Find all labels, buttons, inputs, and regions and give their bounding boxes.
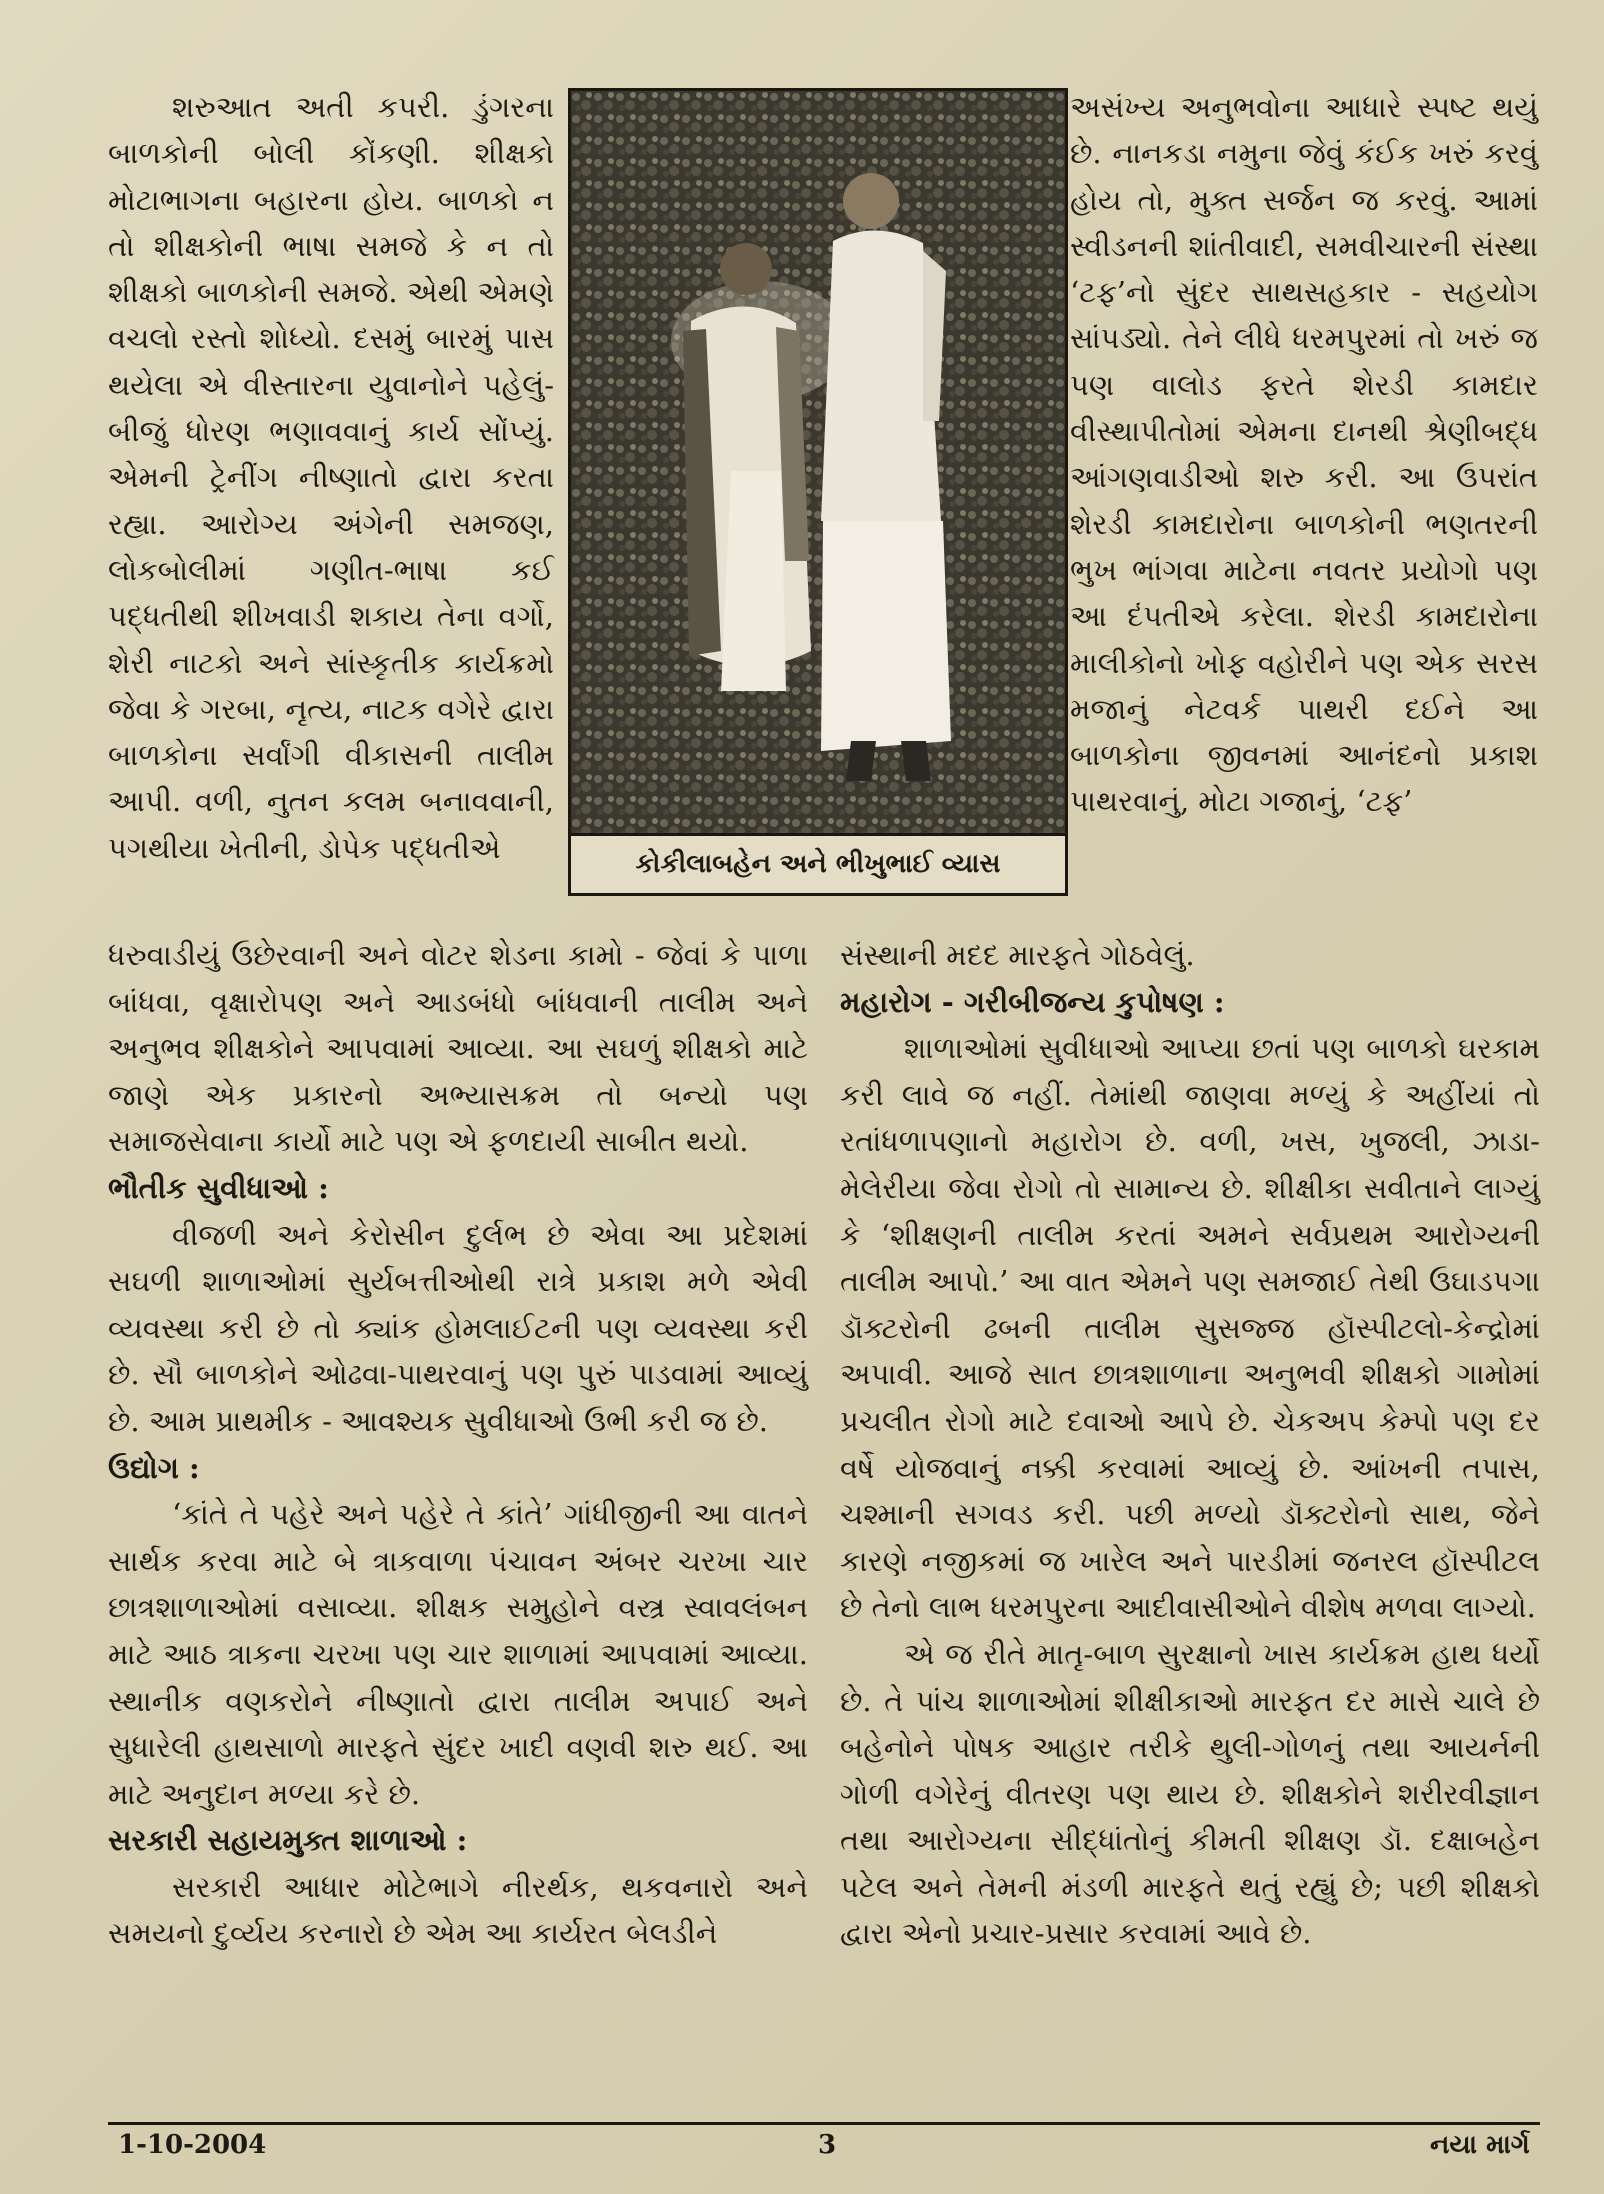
paragraph-facilities: વીજળી અને કેરોસીન દુર્લભ છે એવા આ પ્રદેશમાં સઘળી શાળાઓમાં સુર્યબત્તીઓથી રાત્રે પ્રકાશ મળે એવી વ્યવસ્થા કરી છે તો ક્યાંક હોમલાઈટની પણ વ્યવસ્થા કરી છે. સૌ બાળકોને ઓઢવા-પાથરવાનું પણ પુરું પાડવામાં આવ્યું છે. આમ પ્રાથમીક - આવશ્યક સુવીધાઓ ઉભી કરી જ છે. [108,1217,808,1438]
paragraph-tuff: અસંખ્ય અનુભવોના આધારે સ્પષ્ટ થયું છે. નાનકડા નમુના જેવું કંઈક ખરું કરવું હોય તો, મુક્ત સર્જન જ કરવું. આમાં સ્વીડનની શાંતીવાદી, સમવીચારની સંસ્થા ‘ટફ’નો સુંદર સાથસહકાર - સહયોગ સાંપડ્યો. તેને લીધે ધરમપુરમાં તો ખરું જ પણ વાલોડ ફરતે શેરડી કામદાર વીસ્થાપીતોમાં એમના દાનથી શ્રેણીબદ્ધ આંગણવાડીઓ શરુ કરી. આ ઉપરાંત શેરડી કામદારોના બાળકોની ભણતરની ભુખ ભાંગવા માટેના નવતર પ્રયોગો પણ આ દંપતીએ કરેલા. શેરડી કામદારોના માલીકોનો ખોફ વહોરીને પણ એક સરસ મજાનું નેટવર્ક પાથરી દઈને આ બાળકોના જીવનમાં આનંદનો પ્રકાશ પાથરવાનું, મોટા ગજાનું, ‘ટફ’ [1070,90,1538,819]
publication-name: નયા માર્ગ [1430,2130,1530,2160]
paragraph-continuation-right: સંસ્થાની મદદ મારફતે ગોઠવેલું. [840,938,1195,972]
left-column-top [108,84,554,871]
paragraph-industry: ‘કાંતે તે પહેરે અને પહેરે તે કાંતે’ ગાંધીજીની આ વાતને સાર્થક કરવા માટે બે ત્રાકવાળા પંચાવન અંબર ચરખા ચાર છાત્રશાળાઓમાં વસાવ્યા. શીક્ષક સમુહોને વસ્ત્ર સ્વાવલંબન માટે આઠ ત્રાકના ચરખા પણ ચાર શાળામાં આપવામાં આવ્યા. સ્થાનીક વણકરોને નીષ્ણાતો દ્વારા તાલીમ અપાઈ અને સુધારેલી હાથસાળો મારફતે સુંદર ખાદી વણવી શરુ થઈ. આ માટે અનુદાન મળ્યા કરે છે. [108,1497,808,1811]
couple-photo [571,91,1065,833]
photo-frame [568,88,1068,896]
paragraph-mother-child: એ જ રીતે માતૃ-બાળ સુરક્ષાનો ખાસ કાર્યક્રમ હાથ ધર્યો છે. તે પાંચ શાળાઓમાં શીક્ષીકાઓ મારફત દર માસે ચાલે છે બહેનોને પોષક આહાર તરીકે થુલી-ગોળનું તથા આયર્નની ગોળી વગેરેનું વીતરણ પણ થાય છે. શીક્ષકોને શરીરવીજ્ઞાન તથા આરોગ્યના સીદ્ધાંતોનું કીમતી શીક્ષણ ડૉ. દક્ષાબહેન પટેલ અને તેમની મંડળી મારફતે થતું રહ્યું છે; પછી શીક્ષકો દ્વારા એનો પ્રચાર-પ્રસાર કરવામાં આવે છે. [840,1636,1540,1951]
paragraph-intro: શરુઆત અતી કપરી. ડુંગરના બાળકોની બોલી કોંકણી. શીક્ષકો મોટાભાગના બહારના હોય. બાળકો ન તો શીક્ષકોની ભાષા સમજે કે ન તો શીક્ષકો બાળકોની સમજે. એથી એમણે વચલો રસ્તો શોધ્યો. દસમું બારમું પાસ થયેલા એ વીસ્તારના યુવાનોને પહેલું-બીજું ધોરણ ભણાવવાનું કાર્ય સોંપ્યું. એમની ટ્રેનીંગ નીષ્ણાતો દ્વારા કરતા રહ્યા. આરોગ્ય અંગેની સમજણ, લોકબોલીમાં ગણીત-ભાષા કઈ પદ્ધતીથી શીખવાડી શકાય તેના વર્ગો, શેરી નાટકો અને સાંસ્કૃતીક કાર્યક્રમો જેવા કે ગરબા, નૃત્ય, નાટક વગેરે દ્વારા બાળકોના સર્વાંગી વીકાસની તાલીમ આપી. વળી, નુતન કલમ બનાવવાની, પગથીયા ખેતીની, ડોપેક પદ્ધતીએ [108,90,554,865]
paragraph-continuation: ધરુવાડીયું ઉછેરવાની અને વોટર શેડના કામો - જેવાં કે પાળા બાંધવા, વૃક્ષારોપણ અને આડબંધો બાંધવાની તાલીમ અને અનુભવ શીક્ષકોને આપવામાં આવ્યા. આ સઘળું શીક્ષકો માટે જાણે એક પ્રકારનો અભ્યાસક્રમ તો બન્યો પણ સમાજસેવાના કાર્યો માટે પણ એ ફળદાયી સાબીત થયો. [108,938,808,1159]
left-column [108,932,808,1957]
heading-malnutrition: મહારોગ - ગરીબીજન્ય કુપોષણ : [840,984,1225,1019]
paragraph-health: શાળાઓમાં સુવીધાઓ આપ્યા છતાં પણ બાળકો ઘરકામ કરી લાવે જ નહીં. તેમાંથી જાણવા મળ્યું કે અહીંયાં તો રતાંધળાપણાનો મહારોગ છે. વળી, ખસ, ખુજલી, ઝાડા-મેલેરીયા જેવા રોગો તો સામાન્ય છે. શીક્ષીકા સવીતાને લાગ્યું કે ‘શીક્ષણની તાલીમ કરતાં અમને સર્વપ્રથમ આરોગ્યની તાલીમ આપો.’ આ વાત એમને પણ સમજાઈ તેથી ઉઘાડપગા ડૉક્ટરોની ઢબની તાલીમ સુસજ્જ હૉસ્પીટલો-કેન્દ્રોમાં અપાવી. આજે સાત છાત્રશાળાના અનુભવી શીક્ષકો ગામોમાં પ્રચલીત રોગો માટે દવાઓ આપે છે. ચેકઅપ કેમ્પો પણ દર વર્ષે યોજવાનું નક્કી કરવામાં આવ્યું છે. આંખની તપાસ, ચશ્માની સગવડ કરી. પછી મળ્યો ડૉક્ટરોનો સાથ, જેને કારણે નજીકમાં જ ખારેલ અને પારડીમાં જનરલ હૉસ્પીટલ છે તેનો લાભ ધરમપુરના આદીવાસીઓને વીશેષ મળવા લાગ્યો. [840,1031,1540,1625]
heading-govt-free-schools: સરકારી સહાયમુક્ત શાળાઓ : [108,1823,468,1858]
footer-divider [108,2122,1540,2125]
right-column-top [1070,84,1538,825]
page-number: 3 [818,2130,837,2160]
footer-date: 1-10-2004 [118,2130,267,2160]
right-column [840,932,1540,1957]
paragraph-govt-free: સરકારી આધાર મોટેભાગે નીરર્થક, થકવનારો અને સમયનો દુર્વ્યય કરનારો છે એમ આ કાર્યરત બેલડીને [108,1869,808,1951]
heading-physical-facilities: ભૌતીક સુવીધાઓ : [108,1170,329,1205]
photo-caption: કોકીલાબહેન અને ભીખુભાઈ વ્યાસ [571,833,1065,893]
heading-industry: ઉદ્યોગ : [108,1450,200,1485]
